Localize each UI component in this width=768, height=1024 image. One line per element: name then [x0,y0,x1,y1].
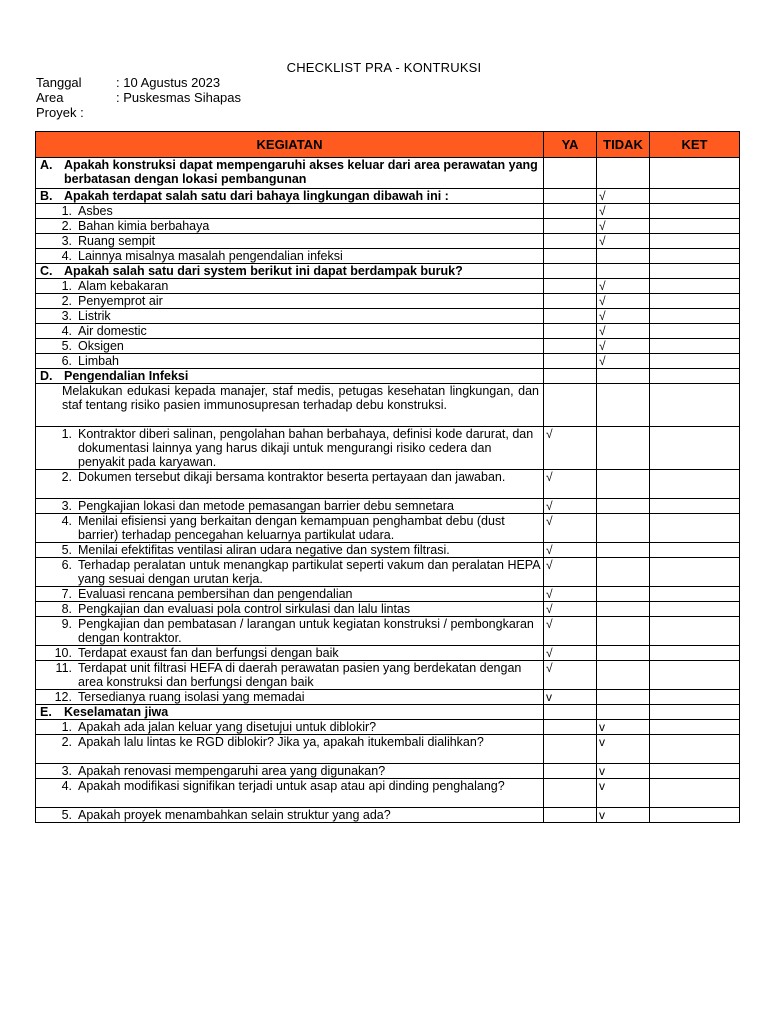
item-number: 6. [61,558,72,572]
b-item-row [36,234,740,249]
ket-cell [650,602,740,617]
item-text: Apakah ada jalan keluar yang disetujui untuk diblokir? [78,720,377,734]
d-item-row [36,558,740,587]
tidak-mark [597,499,650,514]
ket-cell [650,499,740,514]
ya-mark [544,779,597,808]
tidak-mark: √ [597,294,650,309]
d-item-row [36,543,740,558]
e-item-row [36,808,740,823]
item-text: Limbah [78,354,119,368]
d-intro-row [36,384,740,427]
checklist-body [36,158,740,823]
item-number: 2. [61,735,72,749]
ket-cell [650,617,740,646]
ket-cell [650,158,740,189]
ket-cell [650,219,740,234]
ket-cell [650,808,740,823]
e-item-row [36,779,740,808]
item-text: Bahan kimia berbahaya [78,219,210,233]
section-row-e [36,705,740,720]
ket-cell [650,705,740,720]
ya-mark [544,309,597,324]
item-number: 4. [61,324,72,338]
item-text: Menilai efisiensi yang berkaitan dengan kemampuan penghambat debu (dust barrier) terhadap pencegahan keluarnya partikulat udara. [78,514,505,542]
tidak-mark: √ [597,234,650,249]
e-item-activity-cell [36,764,544,779]
d-item-row [36,602,740,617]
ya-mark: √ [544,646,597,661]
d-item-row [36,499,740,514]
ya-mark [544,294,597,309]
ya-mark: √ [544,427,597,470]
area-value: : Puskesmas Sihapas [116,90,242,105]
ket-cell [650,646,740,661]
tidak-mark [597,514,650,543]
tidak-mark [597,558,650,587]
tidak-mark: √ [597,354,650,369]
ya-mark [544,204,597,219]
tidak-mark [597,587,650,602]
item-number: 10. [54,646,72,660]
tidak-mark: v [597,735,650,764]
ket-cell [650,779,740,808]
d-item-activity-cell [36,661,544,690]
d-item-activity-cell [36,690,544,705]
item-text: Evaluasi rencana pembersihan dan pengendalian [78,587,353,601]
section-e-cell [36,705,544,720]
tidak-cell [597,384,650,427]
section-b-cell [36,189,544,204]
c-item-activity-cell [36,309,544,324]
d-item-activity-cell [36,587,544,602]
ya-mark: √ [544,558,597,587]
b-item-activity-cell [36,249,544,264]
ket-cell [650,339,740,354]
ket-cell [650,735,740,764]
item-text: Kontraktor diberi salinan, pengolahan bahan berbahaya, definisi kode darurat, dan dokumentasi lainnya yang harus dikaji untuk mengurangi risiko cedera dan penyakit pada karyawan. [78,427,534,469]
item-text: Terhadap peralatan untuk menangkap partikulat seperti vakum dan peralatan HEPA yang sesuai dengan urutan kerja. [78,558,540,586]
item-number: 1. [61,279,72,293]
tidak-mark: √ [597,309,650,324]
proyek-label: Proyek : [36,105,84,120]
tidak-mark [597,427,650,470]
d-item-activity-cell [36,558,544,587]
section-row-d [36,369,740,384]
ket-cell [650,764,740,779]
item-text: Listrik [78,309,111,323]
ya-cell [544,384,597,427]
ya-cell [544,158,597,189]
area-label: Area [36,90,64,105]
d-item-activity-cell [36,646,544,661]
ya-mark [544,219,597,234]
d-intro-cell [36,384,544,427]
tidak-mark: √ [597,339,650,354]
item-number: 1. [61,204,72,218]
item-number: 8. [61,602,72,616]
item-number: 2. [61,470,72,484]
ya-mark: √ [544,587,597,602]
item-number: 3. [61,309,72,323]
item-number: 3. [61,764,72,778]
tidak-mark [597,543,650,558]
item-number: 11. [55,661,72,675]
item-text: Apakah modifikasi signifikan terjadi untuk asap atau api dinding penghalang? [78,779,505,793]
header-ya: YA [544,132,597,158]
item-text: Terdapat exaust fan dan berfungsi dengan baik [78,646,339,660]
d-item-activity-cell [36,617,544,646]
item-text: Pengkajian dan pembatasan / larangan untuk kegiatan konstruksi / pembongkaran dengan kontraktor. [78,617,534,645]
c-item-row [36,324,740,339]
item-text: Tersedianya ruang isolasi yang memadai [78,690,305,704]
b-item-row [36,219,740,234]
section-title: Apakah terdapat salah satu dari bahaya lingkungan dibawah ini : [64,189,449,203]
item-text: Asbes [78,204,113,218]
item-text: Oksigen [78,339,124,353]
ket-cell [650,720,740,735]
ya-mark [544,339,597,354]
ket-cell [650,690,740,705]
c-item-activity-cell [36,339,544,354]
item-number: 3. [61,234,72,248]
item-text: Ruang sempit [78,234,156,248]
tidak-mark: √ [597,219,650,234]
c-item-activity-cell [36,354,544,369]
ya-mark [544,279,597,294]
ket-cell [650,309,740,324]
e-item-activity-cell [36,779,544,808]
c-item-row [36,339,740,354]
d-item-row [36,470,740,499]
item-number: 7. [61,587,72,601]
ket-cell [650,369,740,384]
b-item-activity-cell [36,204,544,219]
tidak-cell [597,158,650,189]
ket-cell [650,264,740,279]
c-item-activity-cell [36,294,544,309]
section-letter: D. [40,369,53,383]
section-c-cell [36,264,544,279]
tidak-mark: v [597,720,650,735]
item-number: 4. [61,249,72,263]
item-text: Air domestic [78,324,147,338]
item-text: Dokumen tersebut dikaji bersama kontraktor beserta pertayaan dan jawaban. [78,470,506,484]
c-item-activity-cell [36,324,544,339]
e-item-activity-cell [36,808,544,823]
section-d-cell [36,369,544,384]
e-item-row [36,720,740,735]
ket-cell [650,294,740,309]
section-letter: B. [40,189,53,203]
section-title: Keselamatan jiwa [64,705,169,719]
section-row-c [36,264,740,279]
ket-cell [650,514,740,543]
ket-cell [650,234,740,249]
item-text: Alam kebakaran [78,279,169,293]
section-title: Apakah salah satu dari system berikut ini dapat berdampak buruk? [64,264,463,278]
e-item-row [36,764,740,779]
ket-cell [650,189,740,204]
item-number: 9. [61,617,72,631]
ya-mark: √ [544,661,597,690]
ya-mark [544,234,597,249]
ket-cell [650,384,740,427]
item-number: 2. [61,219,72,233]
tidak-mark [597,249,650,264]
tanggal-value: : 10 Agustus 2023 [116,75,221,90]
section-title: Apakah konstruksi dapat mempengaruhi akses keluar dari area perawatan yang berbatasan dengan lokasi pembangunan [64,158,538,186]
ya-mark: √ [544,617,597,646]
item-number: 1. [61,427,72,441]
d-item-row [36,617,740,646]
item-text: Pengkajian dan evaluasi pola control sirkulasi dan lalu lintas [78,602,411,616]
item-number: 5. [61,808,72,822]
checklist-table [35,131,740,823]
item-number: 2. [61,294,72,308]
ya-cell [544,705,597,720]
section-a-cell [36,158,544,189]
section-letter: C. [40,264,53,278]
ya-mark: v [544,690,597,705]
ya-mark: √ [544,543,597,558]
c-item-row [36,309,740,324]
d-item-row [36,690,740,705]
ket-cell [650,249,740,264]
ya-mark [544,720,597,735]
tidak-cell: √ [597,189,650,204]
tidak-mark [597,602,650,617]
d-item-row [36,661,740,690]
section-row-a [36,158,740,189]
d-item-row [36,587,740,602]
ket-cell [650,661,740,690]
tidak-mark: v [597,779,650,808]
header-row [36,132,740,158]
d-item-activity-cell [36,543,544,558]
item-number: 12. [54,690,72,704]
item-text: Menilai efektifitas ventilasi aliran udara negative dan system filtrasi. [78,543,450,557]
d-item-row [36,514,740,543]
tidak-mark: √ [597,324,650,339]
ket-cell [650,470,740,499]
d-intro-text: Melakukan edukasi kepada manajer, staf medis, petugas kesehatan lingkungan, dan staf tentang risiko pasien immunosupresan terhadap debu konstruksi. [62,384,539,412]
ya-mark [544,354,597,369]
ya-mark: √ [544,514,597,543]
tidak-mark: √ [597,279,650,294]
header-kegiatan: KEGIATAN [36,132,544,158]
item-number: 3. [61,499,72,513]
item-text: Terdapat unit filtrasi HEFA di daerah perawatan pasien yang berdekatan dengan area konstruksi dan berfungsi dengan baik [78,661,522,689]
tidak-mark [597,690,650,705]
ket-cell [650,204,740,219]
ket-cell [650,279,740,294]
d-item-activity-cell [36,514,544,543]
tidak-mark: √ [597,204,650,219]
item-text: Pengkajian lokasi dan metode pemasangan barrier debu semnetara [78,499,454,513]
ya-cell [544,189,597,204]
ya-cell [544,264,597,279]
b-item-row [36,249,740,264]
tanggal-label: Tanggal [36,75,82,90]
c-item-activity-cell [36,279,544,294]
d-item-row [36,427,740,470]
header-tidak: TIDAK [597,132,650,158]
item-number: 5. [61,543,72,557]
d-item-activity-cell [36,499,544,514]
ya-mark [544,764,597,779]
e-item-activity-cell [36,720,544,735]
c-item-row [36,354,740,369]
document-title: CHECKLIST PRA - KONTRUKSI [286,60,482,75]
c-item-row [36,294,740,309]
c-item-row [36,279,740,294]
item-number: 5. [61,339,72,353]
section-letter: A. [40,158,53,172]
b-item-activity-cell [36,219,544,234]
item-number: 1. [61,720,72,734]
section-title: Pengendalian Infeksi [64,369,189,383]
e-item-row [36,735,740,764]
item-text: Lainnya misalnya masalah pengendalian infeksi [78,249,343,263]
item-text: Apakah proyek menambahkan selain struktur yang ada? [78,808,391,822]
d-item-activity-cell [36,470,544,499]
ket-cell [650,558,740,587]
tidak-mark [597,617,650,646]
ket-cell [650,427,740,470]
item-text: Apakah lalu lintas ke RGD diblokir? Jika ya, apakah itukembali dialihkan? [78,735,484,749]
ya-mark: √ [544,499,597,514]
tidak-mark: v [597,808,650,823]
ya-mark [544,324,597,339]
section-row-b [36,189,740,204]
d-item-activity-cell [36,602,544,617]
ket-cell [650,354,740,369]
section-letter: E. [40,705,52,719]
ya-mark [544,249,597,264]
header-ket: KET [650,132,740,158]
item-number: 4. [61,779,72,793]
tidak-cell [597,264,650,279]
item-number: 4. [61,514,72,528]
ya-mark: √ [544,602,597,617]
ya-cell [544,369,597,384]
ket-cell [650,587,740,602]
ya-mark [544,808,597,823]
item-number: 6. [61,354,72,368]
tidak-cell [597,705,650,720]
tidak-mark [597,661,650,690]
ya-mark [544,735,597,764]
d-item-activity-cell [36,427,544,470]
b-item-row [36,204,740,219]
tidak-mark [597,470,650,499]
ket-cell [650,543,740,558]
item-text: Penyemprot air [78,294,163,308]
document-meta [36,75,241,120]
tidak-mark: v [597,764,650,779]
ket-cell [650,324,740,339]
tidak-mark [597,646,650,661]
item-text: Apakah renovasi mempengaruhi area yang digunakan? [78,764,386,778]
e-item-activity-cell [36,735,544,764]
ya-mark: √ [544,470,597,499]
b-item-activity-cell [36,234,544,249]
tidak-cell [597,369,650,384]
d-item-row [36,646,740,661]
